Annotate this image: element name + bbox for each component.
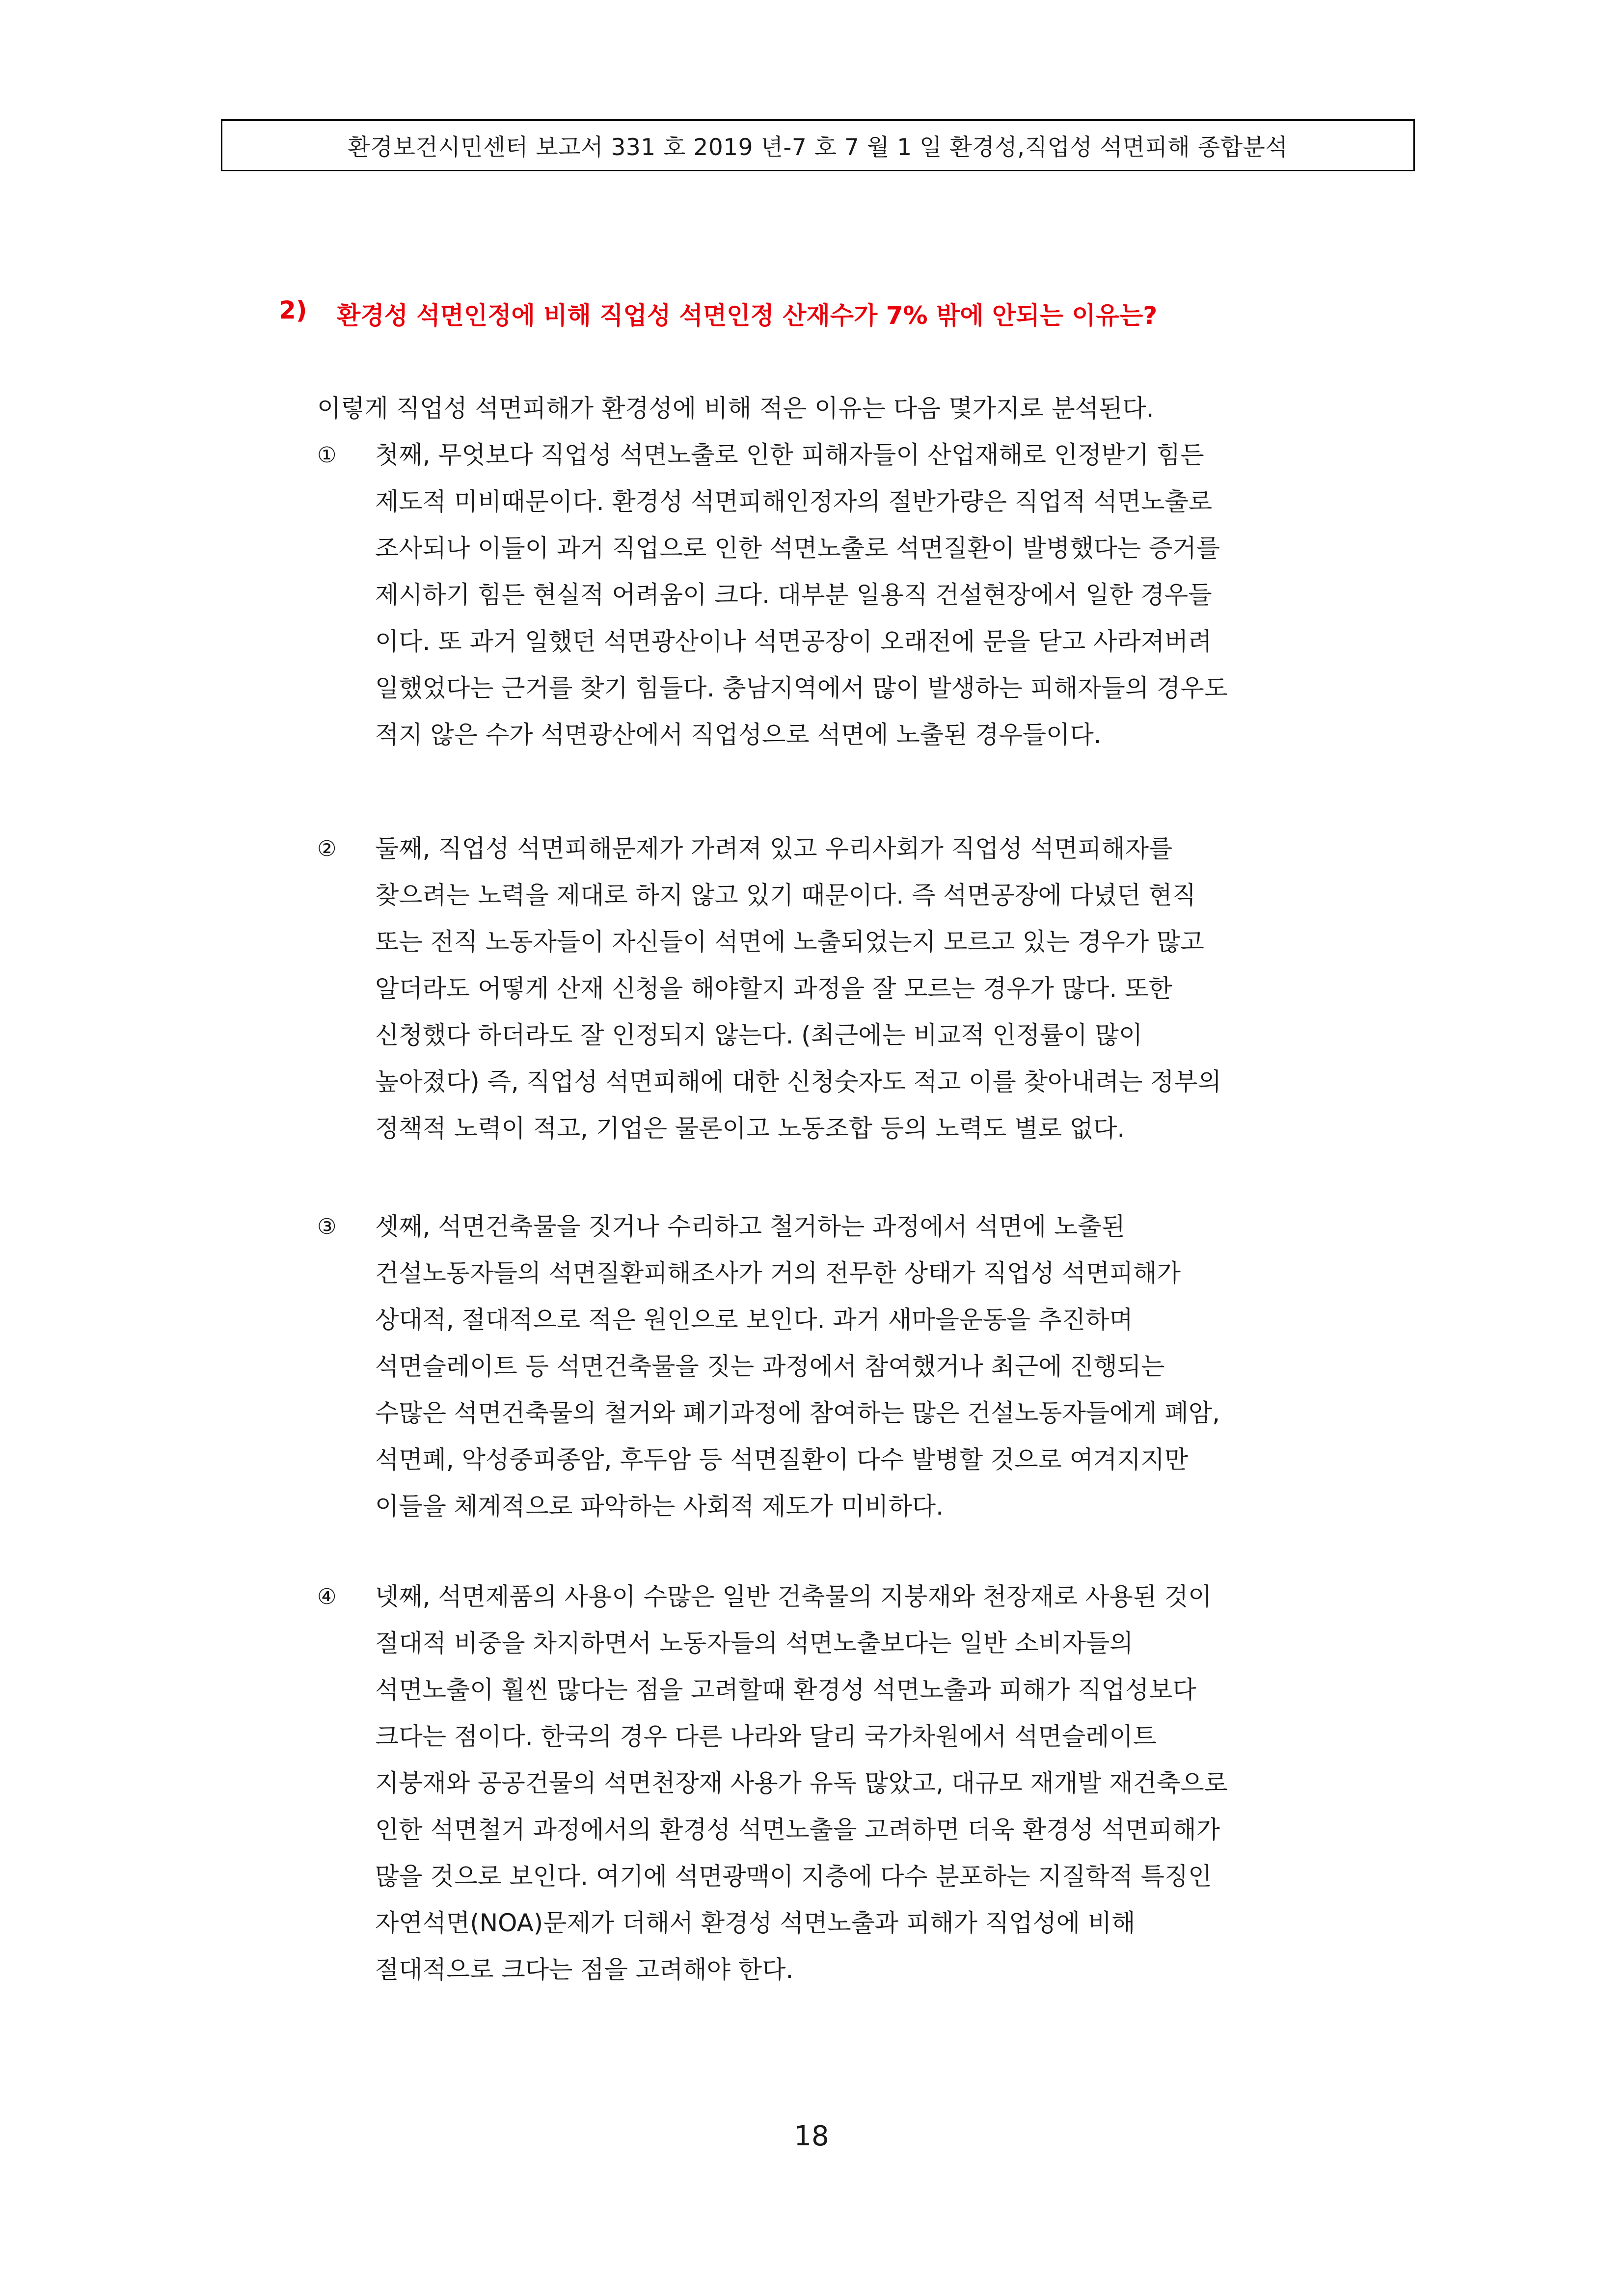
text-line: 제시하기 힘든 현실적 어려움이 크다. 대부분 일용직 건설현장에서 일한 경우들 bbox=[375, 581, 1212, 609]
text-line: 많을 것으로 보인다. 여기에 석면광맥이 지층에 다수 분포하는 지질학적 특징인 bbox=[375, 1862, 1212, 1891]
text-line: 정책적 노력이 적고, 기업은 물론이고 노동조합 등의 노력도 별로 없다. bbox=[375, 1114, 1125, 1143]
text-line: 셋째, 석면건축물을 짓거나 수리하고 철거하는 과정에서 석면에 노출된 bbox=[375, 1212, 1125, 1241]
text-line: 이다. 또 과거 일했던 석면광산이나 석면공장이 오래전에 문을 닫고 사라져버려 bbox=[375, 627, 1212, 656]
text-line: 둘째, 직업성 석면피해문제가 가려져 있고 우리사회가 직업성 석면피해자를 bbox=[375, 834, 1173, 863]
text-line: 자연석면(NOA)문제가 더해서 환경성 석면노출과 피해가 직업성에 비해 bbox=[375, 1909, 1136, 1937]
text-line: 석면노출이 훨씬 많다는 점을 고려할때 환경성 석면노출과 피해가 직업성보다 bbox=[375, 1676, 1196, 1704]
list-marker: ④ bbox=[317, 1584, 337, 1609]
report-header bbox=[221, 119, 1415, 171]
text-line: 넷째, 석면제품의 사용이 수많은 일반 건축물의 지붕재와 천장재로 사용된 것이 bbox=[375, 1582, 1212, 1611]
list-item-text bbox=[375, 1203, 1445, 1530]
text-line: 높아졌다) 즉, 직업성 석면피해에 대한 신청숫자도 적고 이를 찾아내려는 정부의 bbox=[375, 1068, 1222, 1096]
text-line: 찾으려는 노력을 제대로 하지 않고 있기 때문이다. 즉 석면공장에 다녔던 현직 bbox=[375, 881, 1196, 909]
text-line: 석면폐, 악성중피종암, 후두암 등 석면질환이 다수 발병할 것으로 여겨지지만 bbox=[375, 1445, 1189, 1474]
list-marker: ③ bbox=[317, 1214, 337, 1239]
text-line: 알더라도 어떻게 산재 신청을 해야할지 과정을 잘 모르는 경우가 많다. 또한 bbox=[375, 974, 1172, 1003]
text-line: 신청했다 하더라도 잘 인정되지 않는다. (최근에는 비교적 인정률이 많이 bbox=[375, 1021, 1143, 1049]
text-line: 첫째, 무엇보다 직업성 석면노출로 인한 피해자들이 산업재해로 인정받기 힘든 bbox=[375, 441, 1204, 469]
list-item-text bbox=[375, 1574, 1445, 1993]
text-line: 인한 석면철거 과정에서의 환경성 석면노출을 고려하면 더욱 환경성 석면피해가 bbox=[375, 1815, 1220, 1844]
list-marker: ① bbox=[317, 443, 337, 468]
text-line: 일했었다는 근거를 찾기 힘들다. 충남지역에서 많이 발생하는 피해자들의 경우도 bbox=[375, 674, 1228, 702]
text-line: 건설노동자들의 석면질환피해조사가 거의 전무한 상태가 직업성 석면피해가 bbox=[375, 1259, 1181, 1287]
section-title bbox=[279, 296, 1408, 331]
text-line: 조사되나 이들이 과거 직업으로 인한 석면노출로 석면질환이 발병했다는 증거를 bbox=[375, 534, 1220, 562]
text-line: 수많은 석면건축물의 철거와 폐기과정에 참여하는 많은 건설노동자들에게 폐암, bbox=[375, 1399, 1220, 1427]
text-line: 절대적으로 크다는 점을 고려해야 한다. bbox=[375, 1955, 794, 1984]
page-number: 18 bbox=[794, 2120, 829, 2152]
list-item-text bbox=[375, 826, 1445, 1152]
text-line: 절대적 비중을 차지하면서 노동자들의 석면노출보다는 일반 소비자들의 bbox=[375, 1629, 1134, 1657]
text-line: 지붕재와 공공건물의 석면천장재 사용가 유독 많았고, 대규모 재개발 재건축으로 bbox=[375, 1769, 1228, 1797]
text-line: 제도적 미비때문이다. 환경성 석면피해인정자의 절반가량은 직업적 석면노출로 bbox=[375, 487, 1213, 516]
text-line: 또는 전직 노동자들이 자신들이 석면에 노출되었는지 모르고 있는 경우가 많고 bbox=[375, 928, 1204, 956]
intro-paragraph: 이렇게 직업성 석면피해가 환경성에 비해 적은 이유는 다음 몇가지로 분석된다. bbox=[317, 394, 1154, 423]
report-header-text: 환경보건시민센터 보고서 331 호 2019 년-7 호 7 월 1 일 환경성,직업성 석면피해 종합분석 bbox=[348, 133, 1288, 161]
text-line: 석면슬레이트 등 석면건축물을 짓는 과정에서 참여했거나 최근에 진행되는 bbox=[375, 1352, 1165, 1381]
text-line: 상대적, 절대적으로 적은 원인으로 보인다. 과거 새마을운동을 추진하며 bbox=[375, 1306, 1133, 1334]
section-number: 2) bbox=[279, 296, 307, 324]
section-title-text: 환경성 석면인정에 비해 직업성 석면인정 산재수가 7% 밖에 안되는 이유는? bbox=[337, 301, 1158, 330]
list-marker: ② bbox=[317, 836, 337, 861]
text-line: 크다는 점이다. 한국의 경우 다른 나라와 달리 국가차원에서 석면슬레이트 bbox=[375, 1722, 1157, 1751]
text-line: 적지 않은 수가 석면광산에서 직업성으로 석면에 노출된 경우들이다. bbox=[375, 721, 1102, 749]
list-item-text bbox=[375, 432, 1445, 758]
text-line: 이들을 체계적으로 파악하는 사회적 제도가 미비하다. bbox=[375, 1492, 944, 1521]
